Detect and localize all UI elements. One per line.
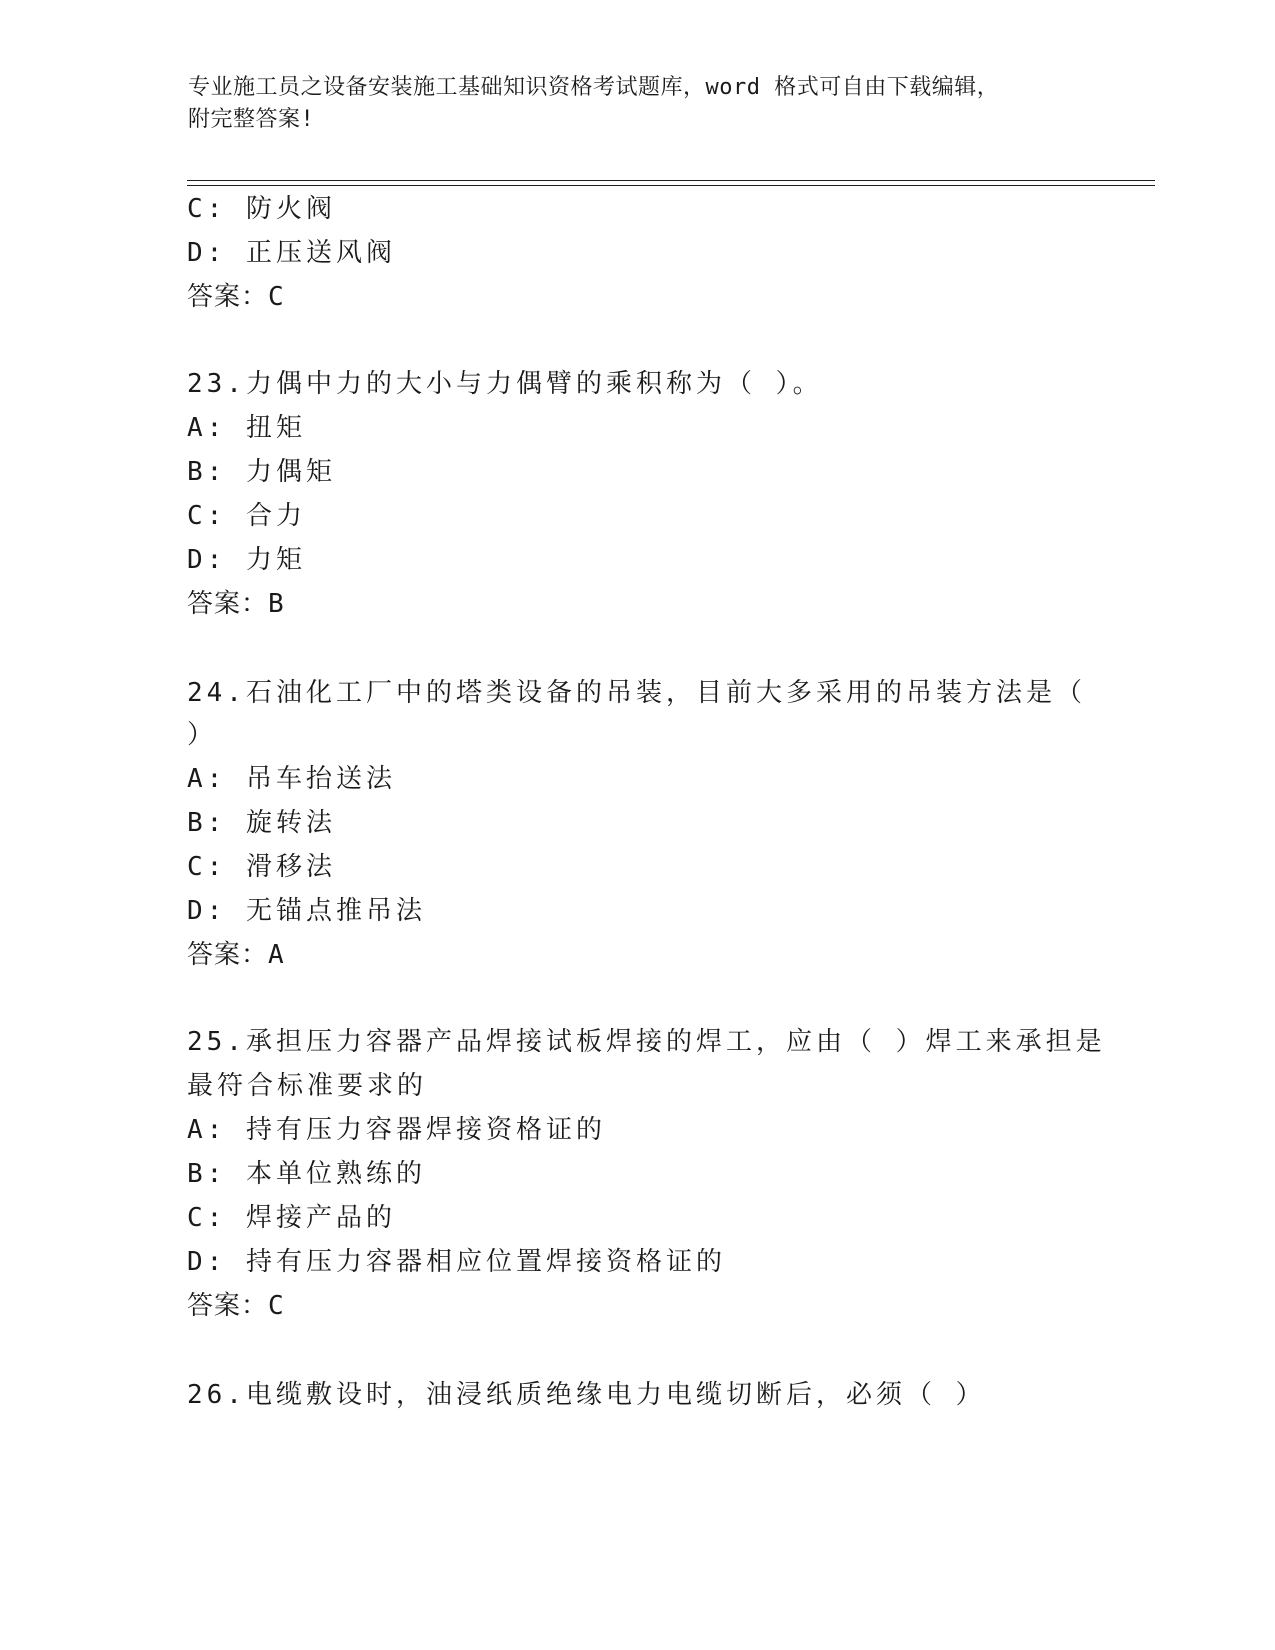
answer-label: 答案：	[187, 282, 269, 312]
q23-answer	[187, 587, 285, 621]
document-header	[188, 72, 1088, 136]
q25-option-d: D: 持有压力容器相应位置焊接资格证的	[187, 1247, 726, 1277]
q23-option-d: D: 力矩	[187, 545, 306, 575]
answer-value: A	[268, 940, 285, 970]
q24-stem-line-1: 24.石油化工厂中的塔类设备的吊装，目前大多采用的吊装方法是（	[187, 678, 1086, 708]
answer-value: C	[268, 1291, 285, 1321]
q23-stem: 23.力偶中力的大小与力偶臂的乘积称为（ ）。	[187, 369, 823, 399]
answer-value: C	[268, 282, 285, 312]
q25-stem-line-1: 25.承担压力容器产品焊接试板焊接的焊工，应由（ ）焊工来承担是	[187, 1027, 1106, 1057]
q24-option-d: D: 无锚点推吊法	[187, 896, 426, 926]
header-divider-top	[187, 180, 1155, 181]
q25-answer	[187, 1289, 285, 1323]
header-line-2: 附完整答案!	[188, 107, 315, 132]
q24-answer	[187, 938, 285, 972]
answer-label: 答案：	[187, 1291, 269, 1321]
q25-stem-line-2: 最符合标准要求的	[187, 1071, 428, 1101]
q26-stem: 26.电缆敷设时，油浸纸质绝缘电力电缆切断后，必须（ ）	[187, 1380, 986, 1410]
q22-option-c: C: 防火阀	[187, 194, 336, 224]
q24-option-a: A: 吊车抬送法	[187, 764, 396, 794]
answer-value: B	[268, 589, 285, 619]
q25-option-c: C: 焊接产品的	[187, 1203, 396, 1233]
q23-option-b: B: 力偶矩	[187, 457, 336, 487]
q23-option-c: C: 合力	[187, 501, 306, 531]
q23-option-a: A: 扭矩	[187, 413, 306, 443]
q24-option-b: B: 旋转法	[187, 808, 336, 838]
answer-label: 答案：	[187, 589, 269, 619]
header-line-1: 专业施工员之设备安装施工基础知识资格考试题库，word 格式可自由下载编辑，	[188, 75, 1000, 100]
header-divider-bottom	[187, 185, 1155, 186]
q25-option-a: A: 持有压力容器焊接资格证的	[187, 1115, 606, 1145]
q24-stem-line-2: ）	[187, 720, 218, 750]
q24-option-c: C: 滑移法	[187, 852, 336, 882]
q25-option-b: B: 本单位熟练的	[187, 1159, 426, 1189]
q22-option-d: D: 正压送风阀	[187, 238, 396, 268]
q22-answer	[187, 280, 285, 314]
answer-label: 答案：	[187, 940, 269, 970]
